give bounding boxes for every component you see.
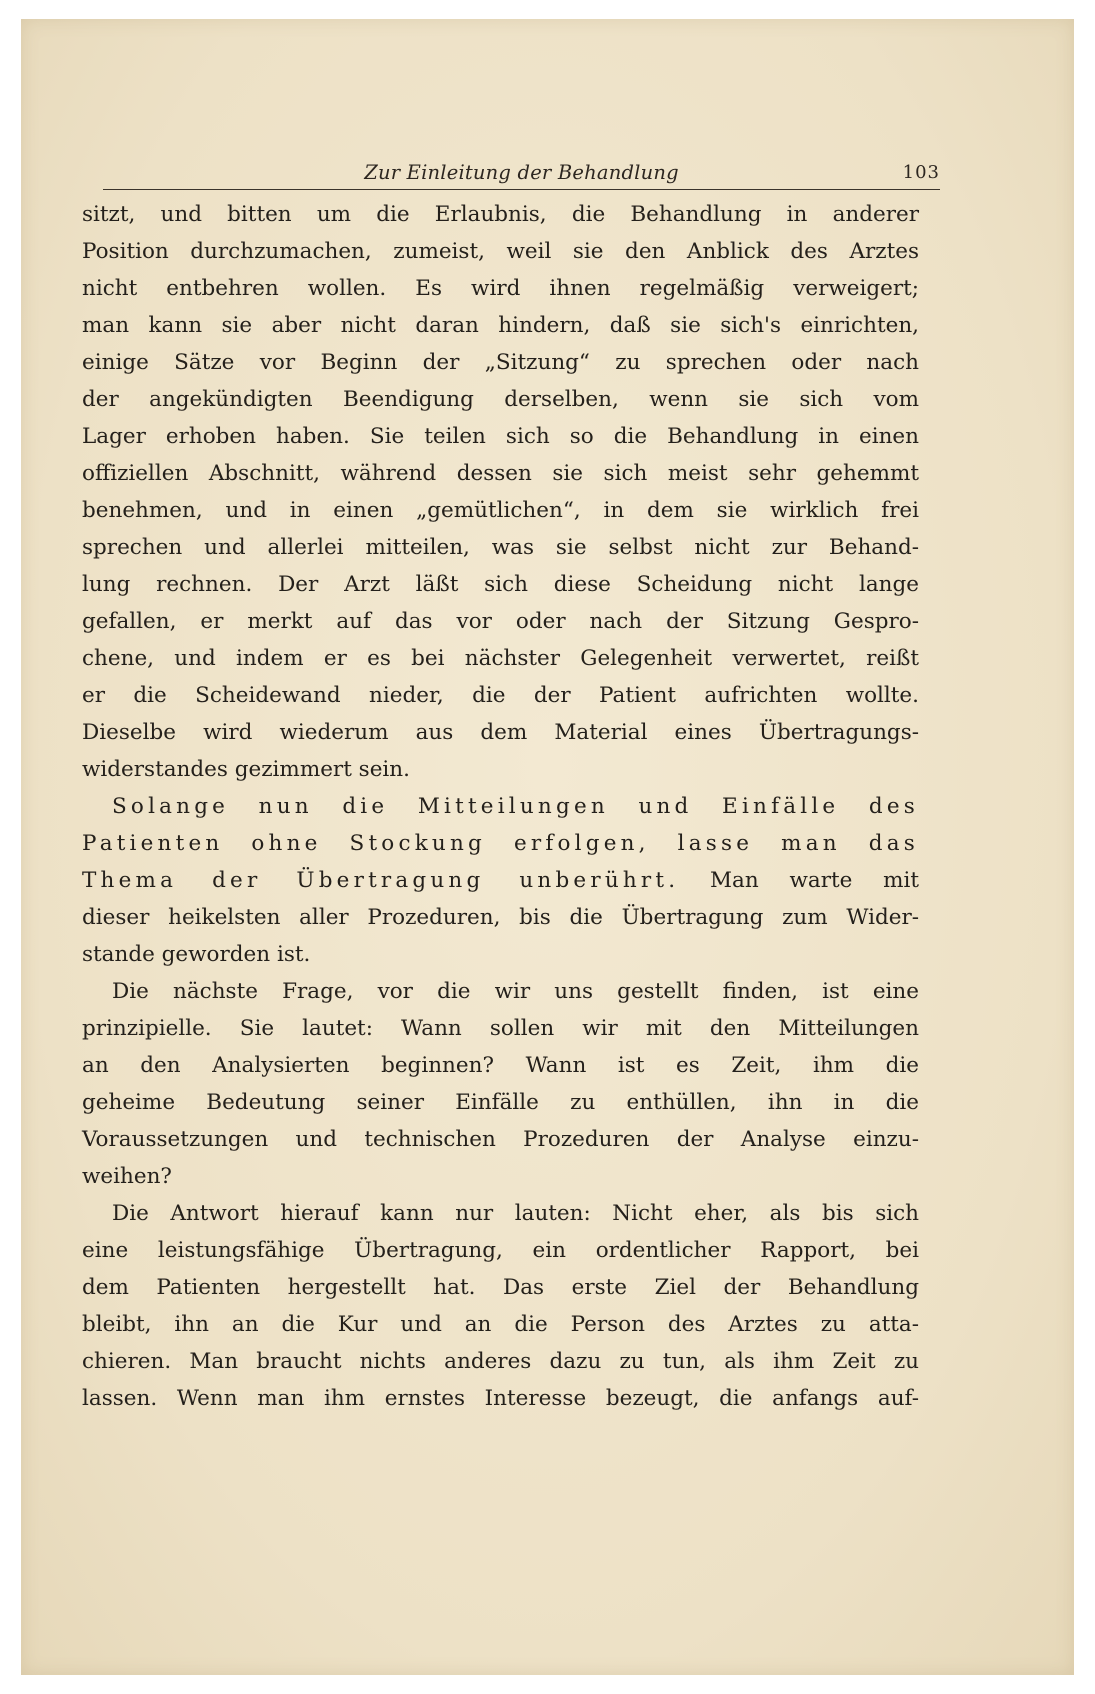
text-line: offiziellen Abschnitt, während dessen sie sich meist sehr gehemmt [82,461,919,486]
emphasis-phrase: Thema der Übertragung unberührt. [82,868,680,893]
text-line: lung rechnen. Der Arzt läßt sich diese Scheidung nicht lange [82,572,919,597]
text-phrase: Man warte mit [710,868,919,893]
text-line: weihen? [82,1164,172,1189]
text-line: Die nächste Frage, vor die wir uns gestellt finden, ist eine [112,979,919,1004]
text-line: der angekündigten Beendigung derselben, wenn sie sich vom [82,387,919,412]
text-line: einige Sätze vor Beginn der „Sitzung“ zu sprechen oder nach [82,350,919,375]
text-line: benehmen, und in einen „gemütlichen“, in dem sie wirklich frei [82,498,919,523]
text-line: dem Patienten hergestellt hat. Das erste Ziel der Behandlung [82,1275,919,1300]
text-line: chieren. Man braucht nichts anderes dazu zu tun, als ihm Zeit zu [82,1349,919,1374]
text-line: Position durchzumachen, zumeist, weil sie den Anblick des Arztes [82,239,919,264]
text-line: man kann sie aber nicht daran hindern, daß sie sich's einrichten, [82,313,919,338]
text-line: prinzipielle. Sie lautet: Wann sollen wir mit den Mitteilungen [82,1016,919,1041]
text-line: Dieselbe wird wiederum aus dem Material eines Übertragungs- [82,720,919,745]
text-line-emphasis: Patienten ohne Stockung erfolgen, lasse man das [82,831,919,856]
running-header [103,157,940,190]
text-line: an den Analysierten beginnen? Wann ist es Zeit, ihm die [82,1053,919,1078]
text-line [82,862,919,899]
text-line: er die Scheidewand nieder, die der Patient aufrichten wollte. [82,683,919,708]
text-line: geheime Bedeutung seiner Einfälle zu enthüllen, ihn in die [82,1090,919,1115]
text-line: widerstandes gezimmert sein. [82,757,410,782]
text-line: Voraussetzungen und technischen Prozeduren der Analyse einzu- [82,1127,919,1152]
text-line: dieser heikelsten aller Prozeduren, bis die Übertragung zum Wider- [82,905,919,930]
text-line: sprechen und allerlei mitteilen, was sie selbst nicht zur Behand- [82,535,919,560]
text-line: Lager erhoben haben. Sie teilen sich so die Behandlung in einen [82,424,919,449]
text-line: bleibt, ihn an die Kur und an die Person des Arztes zu atta- [82,1312,919,1337]
text-line: stande geworden ist. [82,942,311,967]
text-line: Die Antwort hierauf kann nur lauten: Nicht eher, als bis sich [112,1201,919,1226]
text-line: sitzt, und bitten um die Erlaubnis, die Behandlung in anderer [82,202,919,227]
body-text [82,196,919,1417]
page-number: 103 [902,162,940,183]
text-line: eine leistungsfähige Übertragung, ein ordentlicher Rapport, bei [82,1238,919,1263]
text-line: gefallen, er merkt auf das vor oder nach der Sitzung Gespro- [82,609,919,634]
text-line-emphasis: Solange nun die Mitteilungen und Einfälle des [112,794,919,819]
text-line: chene, und indem er es bei nächster Gelegenheit verwertet, reißt [82,646,919,671]
running-title: Zur Einleitung der Behandlung [364,161,679,184]
text-line: nicht entbehren wollen. Es wird ihnen regelmäßig verweigert; [82,276,919,301]
text-line: lassen. Wenn man ihm ernstes Interesse bezeugt, die anfangs auf- [82,1386,919,1411]
